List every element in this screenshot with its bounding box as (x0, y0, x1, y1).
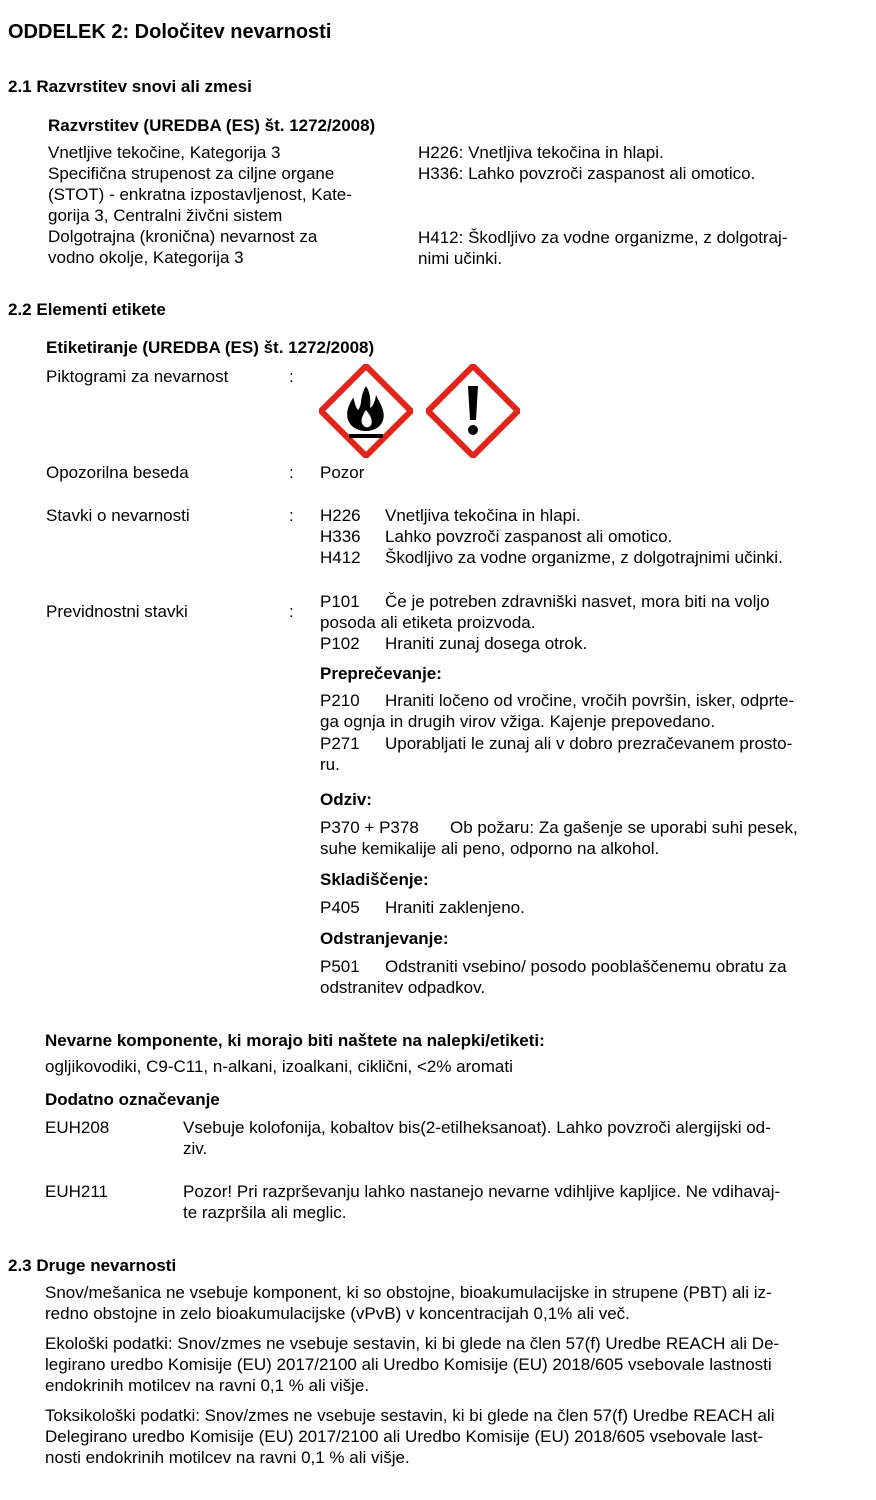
p101-text-cont: posoda ali etiketa proizvoda. (320, 613, 536, 632)
p405-code: P405 (320, 898, 360, 917)
classification-h226: H226: Vnetljiva tekočina in hlapi. (418, 143, 664, 162)
classification-heading: Razvrstitev (UREDBA (ES) št. 1272/2008) (48, 116, 376, 135)
p501-text: Odstraniti vsebino/ posodo pooblaščenemu obratu za (385, 957, 787, 976)
section-title: ODDELEK 2: Določitev nevarnosti (8, 21, 332, 43)
euh208-code: EUH208 (45, 1118, 110, 1137)
euh208-text: Vsebuje kolofonija, kobaltov bis(2-etilheksanoat). Lahko povzroči alergijski od- ziv. (183, 1118, 771, 1158)
p370-text: Ob požaru: Za gašenje se uporabi suhi pesek, (450, 818, 798, 837)
precautionary-label: Previdnostni stavki (46, 602, 188, 621)
hazard-text-h412: Škodljivo za vodne organizme, z dolgotrajnimi učinki. (385, 548, 783, 567)
hazard-code-h412: H412 (320, 548, 361, 567)
hazard-code-h336: H336 (320, 527, 361, 546)
p370-code: P370 + P378 (320, 818, 419, 837)
ecological-paragraph: Ekološki podatki: Snov/zmes ne vsebuje sestavin, ki bi glede na člen 57(f) Uredbe REACH ali De- legirano uredbo Komisije (EU) 2017/2100 ali Uredbo Komisije (EU) 2018/605 vsebovale lastnosti endokrinih motilcev na ravni 0,1 % ali višje. (45, 1334, 780, 1395)
p271-code: P271 (320, 734, 360, 753)
p210-text-cont: ga ognja in drugih virov vžiga. Kajenje prepovedano. (320, 712, 716, 731)
signal-word: Pozor (320, 463, 365, 482)
p405-text: Hraniti zaklenjeno. (385, 898, 525, 917)
flame-pictogram-icon (319, 364, 413, 458)
signal-word-label: Opozorilna beseda (46, 463, 189, 482)
hazardous-components-heading: Nevarne komponente, ki morajo biti naštete na nalepki/etiketi: (45, 1031, 545, 1050)
pictograms-label: Piktogrami za nevarnost (46, 367, 229, 386)
hazard-text-h336: Lahko povzroči zaspanost ali omotico. (385, 527, 673, 546)
hazard-statements-label: Stavki o nevarnosti (46, 506, 190, 525)
classification-h336: H336: Lahko povzroči zaspanost ali omotico. (418, 164, 756, 183)
p210-code: P210 (320, 691, 360, 710)
p101-code: P101 (320, 592, 360, 611)
p271-text: Uporabljati le zunaj ali v dobro prezračevanem prosto- (385, 734, 793, 753)
p102-text: Hraniti zunaj dosega otrok. (385, 634, 588, 653)
p501-text-cont: odstranitev odpadkov. (320, 978, 486, 997)
p501-code: P501 (320, 957, 360, 976)
p210-text: Hraniti ločeno od vročine, vročih površin, isker, odprte- (385, 691, 795, 710)
subsection-title-2-2: 2.2 Elementi etikete (8, 300, 166, 319)
hazardous-components-text: ogljikovodiki, C9-C11, n-alkani, izoalkani, ciklični, <2% aromati (45, 1057, 513, 1076)
colon: : (289, 506, 294, 525)
labelling-heading: Etiketiranje (UREDBA (ES) št. 1272/2008) (46, 338, 375, 357)
subsection-title-2-1: 2.1 Razvrstitev snovi ali zmesi (8, 77, 252, 96)
response-heading: Odziv: (320, 790, 372, 809)
prevention-heading: Preprečevanje: (320, 664, 442, 683)
additional-labelling-heading: Dodatno označevanje (45, 1090, 220, 1109)
euh211-code: EUH211 (45, 1182, 108, 1201)
euh211-text: Pozor! Pri razprševanju lahko nastanejo nevarne vdihljive kapljice. Ne vdihavaj- te razpršila ali meglic. (183, 1182, 781, 1222)
storage-heading: Skladiščenje: (320, 870, 429, 889)
colon: : (289, 367, 294, 386)
p102-code: P102 (320, 634, 360, 653)
p101-text: Če je potreben zdravniški nasvet, mora biti na voljo (385, 592, 770, 611)
exclamation-pictogram-icon (426, 364, 520, 458)
p271-text-cont: ru. (320, 755, 340, 774)
hazard-text-h226: Vnetljiva tekočina in hlapi. (385, 506, 581, 525)
toxicological-paragraph: Toksikološki podatki: Snov/zmes ne vsebuje sestavin, ki bi glede na člen 57(f) Uredbe REACH ali Delegirano uredbo Komisije (EU) 2017/2100 ali Uredbo Komisije (EU) 2018/605 vsebovale last- nosti endokrinih motilcev na ravni 0,1 % ali višje. (45, 1406, 775, 1467)
subsection-title-2-3: 2.3 Druge nevarnosti (8, 1256, 177, 1275)
pbt-paragraph: Snov/mešanica ne vsebuje komponent, ki so obstojne, bioakumulacijske in strupene (PBT) ali iz- redno obstojne in zelo bioakumulacijske (vPvB) v koncentracijah 0,1% ali več. (45, 1283, 772, 1323)
classification-h412: H412: Škodljivo za vodne organizme, z dolgotraj- nimi učinki. (418, 228, 788, 268)
colon: : (289, 602, 294, 621)
disposal-heading: Odstranjevanje: (320, 929, 449, 948)
classification-row-1-left: Vnetljive tekočine, Kategorija 3 Specifična strupenost za ciljne organe (STOT) - enkratna izpostavljenost, Kate- gorija 3, Centralni živčni sistem Dolgotrajna (kronična) nevarnost za vodno okolje, Kategorija 3 (48, 143, 352, 267)
p370-text-cont: suhe kemikalije ali peno, odporno na alkohol. (320, 839, 660, 858)
hazard-code-h226: H226 (320, 506, 361, 525)
colon: : (289, 463, 294, 482)
